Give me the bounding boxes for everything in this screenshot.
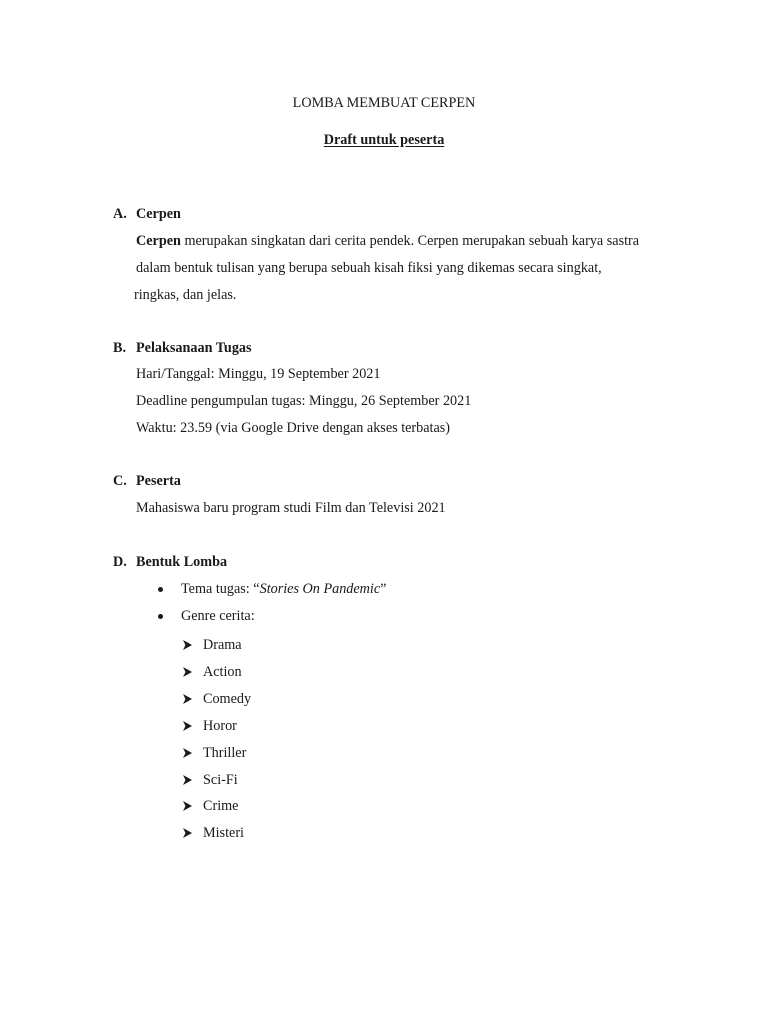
arrow-bullet-icon <box>182 828 192 838</box>
theme-suffix: ” <box>380 581 387 597</box>
section-c-heading: Peserta <box>136 473 181 489</box>
genre-item: Crime <box>203 798 239 814</box>
arrow-bullet-icon <box>182 801 192 811</box>
section-b-heading: Pelaksanaan Tugas <box>136 340 252 356</box>
arrow-bullet-icon <box>182 694 192 704</box>
section-d-heading: Bentuk Lomba <box>136 554 228 570</box>
document-subtitle: Draft untuk peserta <box>323 132 445 148</box>
bullet-item-theme <box>181 580 386 598</box>
section-a-term: Cerpen <box>136 233 181 249</box>
section-c-letter: C. <box>113 473 127 489</box>
arrow-bullet-icon <box>182 775 192 785</box>
theme-title: Stories On Pandemic <box>259 581 381 597</box>
section-d-letter: D. <box>113 554 127 570</box>
document-title: LOMBA MEMBUAT CERPEN <box>292 95 476 111</box>
genre-item: Horor <box>203 718 237 734</box>
genre-item: Misteri <box>203 825 244 841</box>
bullet-item-genre: Genre cerita: <box>181 608 255 624</box>
bullet-icon <box>158 587 163 592</box>
section-a-line-1 <box>136 232 639 250</box>
section-b-line-1: Hari/Tanggal: Minggu, 19 September 2021 <box>136 366 381 382</box>
section-b-line-3: Waktu: 23.59 (via Google Drive dengan akses terbatas) <box>136 420 451 436</box>
arrow-bullet-icon <box>182 748 192 758</box>
arrow-bullet-icon <box>182 640 192 650</box>
theme-prefix: Tema tugas: “ <box>181 581 260 597</box>
arrow-bullet-icon <box>182 721 192 731</box>
bullet-icon <box>158 614 163 619</box>
section-a-line-2: dalam bentuk tulisan yang berupa sebuah kisah fiksi yang dikemas secara singkat, <box>136 260 602 276</box>
section-a-line-1-text: merupakan singkatan dari cerita pendek. Cerpen merupakan sebuah karya sastra <box>180 233 640 249</box>
arrow-bullet-icon <box>182 667 192 677</box>
section-a-line-3: ringkas, dan jelas. <box>134 287 237 303</box>
genre-item: Comedy <box>203 691 252 707</box>
section-a-heading: Cerpen <box>136 206 181 222</box>
genre-item: Sci-Fi <box>203 772 238 788</box>
section-b-letter: B. <box>113 340 127 356</box>
section-c-line-1: Mahasiswa baru program studi Film dan Televisi 2021 <box>136 500 446 516</box>
genre-item: Thriller <box>203 745 247 761</box>
genre-item: Action <box>203 664 242 680</box>
section-a-letter: A. <box>113 206 127 222</box>
genre-item: Drama <box>203 637 242 653</box>
section-b-line-2: Deadline pengumpulan tugas: Minggu, 26 September 2021 <box>136 393 472 409</box>
